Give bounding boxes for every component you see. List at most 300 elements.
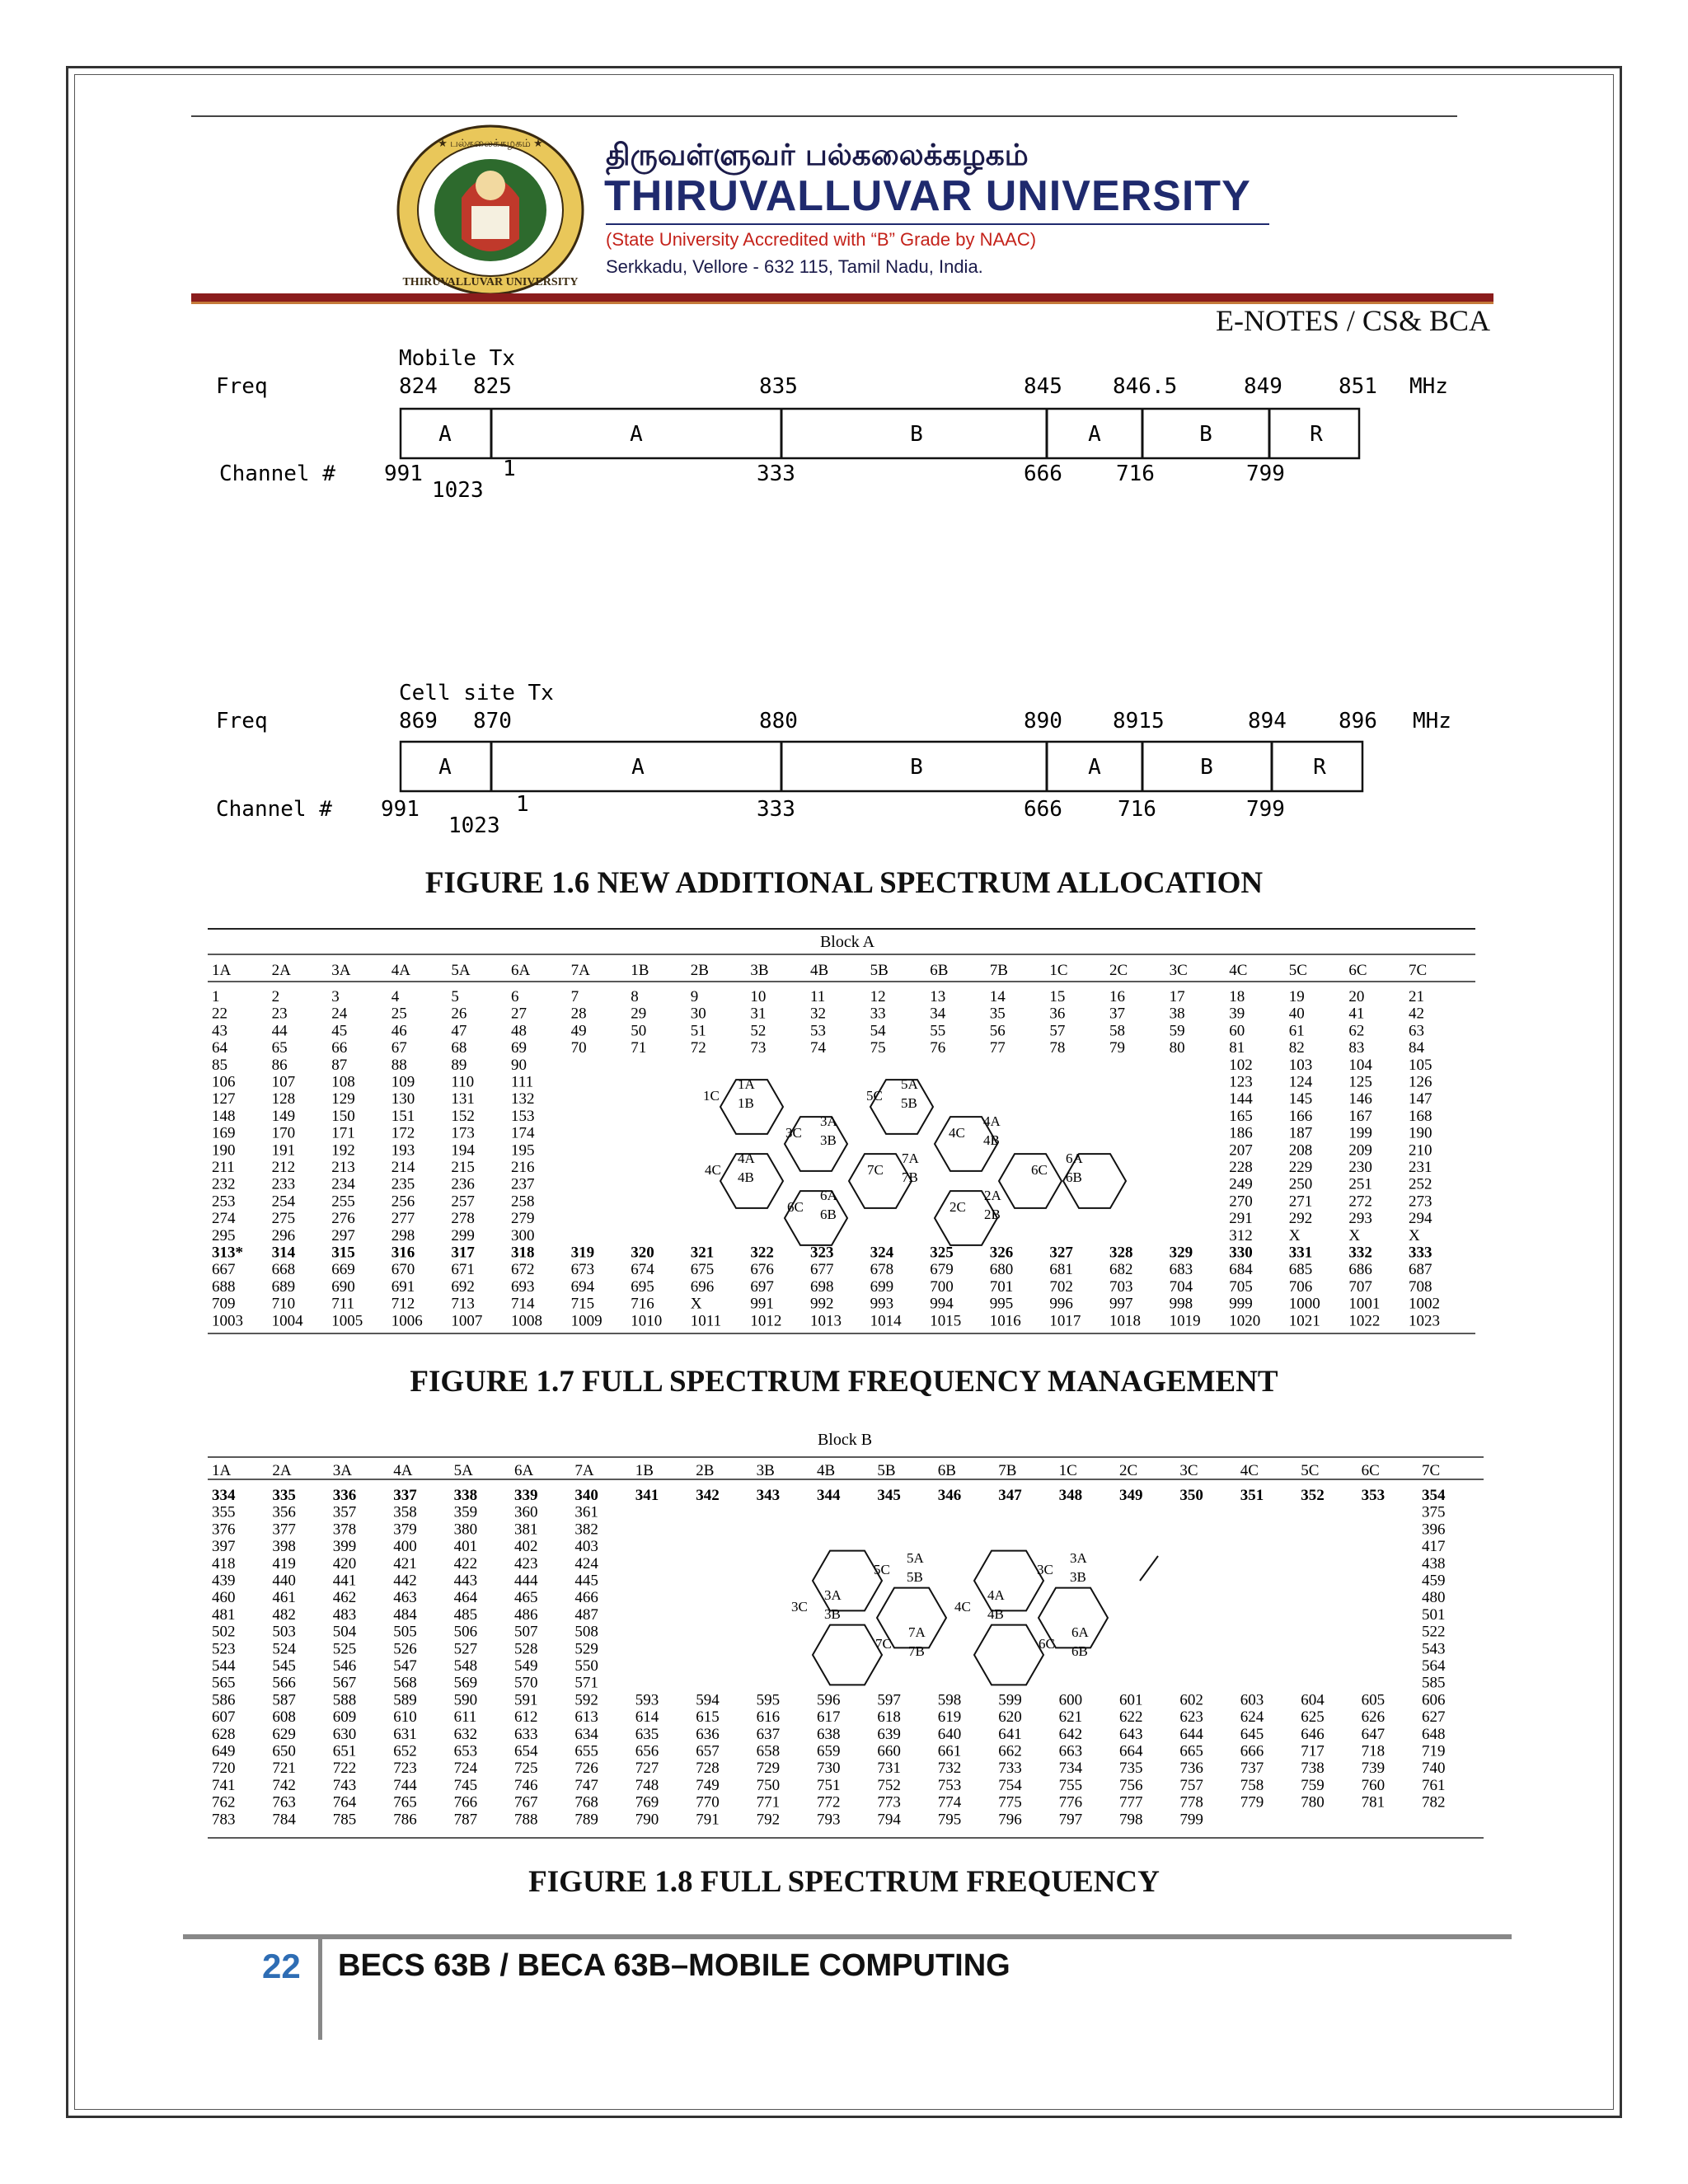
table-cell: 546 xyxy=(332,1657,357,1675)
table-cell: 438 xyxy=(1422,1554,1446,1572)
table-cell: 40 xyxy=(1288,1005,1305,1023)
table-cell: 1022 xyxy=(1348,1312,1381,1330)
table-cell: 655 xyxy=(574,1742,598,1760)
spectrum-allocation-diagram xyxy=(0,338,1688,849)
table-cell: 293 xyxy=(1348,1210,1372,1228)
table-cell: 87 xyxy=(331,1056,348,1074)
table-cell: 523 xyxy=(212,1640,236,1658)
footer-vertical-bar xyxy=(318,1937,322,2040)
column-header: 2A xyxy=(271,962,291,979)
table-cell: 1011 xyxy=(690,1312,722,1330)
table-cell: 790 xyxy=(635,1811,659,1829)
column-header: 1C xyxy=(1049,962,1068,979)
column-header: 4C xyxy=(1240,1462,1259,1479)
hex-label: 4C xyxy=(705,1162,721,1178)
table-cell: 4 xyxy=(391,988,400,1005)
column-header: 7A xyxy=(570,962,590,979)
table-cell: 1007 xyxy=(451,1312,483,1330)
hex-label: 4B xyxy=(987,1606,1004,1622)
table-cell: 671 xyxy=(451,1261,475,1279)
table-cell: 190 xyxy=(1409,1124,1432,1142)
bold-cell: 328 xyxy=(1109,1244,1133,1262)
table-cell: 298 xyxy=(391,1226,415,1244)
bold-cell: 337 xyxy=(393,1487,417,1504)
table-cell: 169 xyxy=(212,1124,236,1142)
table-cell: 15 xyxy=(1049,988,1066,1005)
table-cell: 1005 xyxy=(331,1312,363,1330)
column-header: 5C xyxy=(1288,962,1307,979)
table-cell: 766 xyxy=(453,1793,478,1811)
table-cell: 38 xyxy=(1169,1005,1185,1023)
column-header: 7B xyxy=(998,1462,1017,1479)
hex-label: 4C xyxy=(949,1125,965,1141)
table-cell: 644 xyxy=(1179,1725,1203,1743)
column-header: 3B xyxy=(756,1462,775,1479)
bold-cell: 342 xyxy=(696,1487,720,1504)
table-cell: 632 xyxy=(453,1725,478,1743)
table-cell: 686 xyxy=(1348,1261,1372,1279)
figure-1-8-caption: FIGURE 1.8 FULL SPECTRUM FREQUENCY xyxy=(528,1865,1160,1899)
table-cell: 396 xyxy=(1422,1521,1446,1539)
table-cell: 609 xyxy=(332,1708,357,1727)
table-cell: 998 xyxy=(1169,1295,1193,1313)
table-cell: 754 xyxy=(998,1776,1022,1794)
bold-cell: 343 xyxy=(756,1487,781,1504)
table-cell: 591 xyxy=(514,1691,538,1709)
table-cell: 275 xyxy=(271,1210,296,1228)
mobile-ch-1: 1 xyxy=(503,457,516,481)
cell-tx-title: Cell site Tx xyxy=(399,681,554,705)
cell-band-box xyxy=(401,742,1362,791)
table-cell: 13 xyxy=(930,988,946,1005)
table-cell: 991 xyxy=(750,1295,774,1313)
bold-cell: 350 xyxy=(1179,1487,1203,1504)
table-cell: 682 xyxy=(1109,1261,1133,1279)
table-cell: 72 xyxy=(690,1039,706,1057)
table-cell: 43 xyxy=(212,1022,227,1040)
table-cell: 50 xyxy=(631,1022,647,1040)
table-cell: 741 xyxy=(212,1776,236,1794)
column-header: 6C xyxy=(1361,1462,1380,1479)
table-cell: 210 xyxy=(1409,1141,1432,1160)
table-cell: 630 xyxy=(332,1725,357,1743)
table-cell: 440 xyxy=(272,1572,296,1590)
cell-ch-799: 799 xyxy=(1246,797,1285,822)
table-cell: 640 xyxy=(937,1725,962,1743)
table-cell: 237 xyxy=(511,1175,535,1193)
table-cell: 167 xyxy=(1348,1107,1372,1125)
table-cell: 764 xyxy=(332,1793,357,1811)
table-cell: 638 xyxy=(817,1725,841,1743)
hex-edge xyxy=(1140,1556,1158,1581)
header-top-rule xyxy=(191,115,1457,117)
table-cell: 272 xyxy=(1348,1193,1372,1211)
table-cell: 300 xyxy=(511,1226,535,1244)
table-cell: 173 xyxy=(451,1124,475,1142)
column-header: 5C xyxy=(1301,1462,1320,1479)
table-cell: 23 xyxy=(271,1005,288,1023)
table-cell: 81 xyxy=(1229,1039,1245,1057)
table-cell: 626 xyxy=(1361,1708,1386,1727)
table-cell: 3 xyxy=(331,988,340,1005)
table-cell: 703 xyxy=(1109,1277,1133,1296)
mobile-block-a2: A xyxy=(630,422,643,447)
table-cell: 126 xyxy=(1409,1073,1432,1091)
mobile-freq-label: Freq xyxy=(216,374,268,399)
table-cell: 17 xyxy=(1169,988,1185,1005)
table-cell: 107 xyxy=(271,1073,296,1091)
table-cell: 68 xyxy=(451,1039,467,1057)
column-header: 2C xyxy=(1109,962,1128,979)
table-cell: 733 xyxy=(998,1760,1022,1778)
table-cell: 191 xyxy=(271,1141,296,1160)
table-cell: 132 xyxy=(511,1090,535,1108)
table-cell: 720 xyxy=(212,1760,236,1778)
table-cell: 69 xyxy=(511,1039,527,1057)
hex-label: 6B xyxy=(1066,1169,1082,1185)
table-cell: 32 xyxy=(810,1005,826,1023)
table-cell: 597 xyxy=(877,1691,901,1709)
table-cell: 55 xyxy=(930,1022,946,1040)
table-cell: 195 xyxy=(511,1141,535,1160)
table-cell: 144 xyxy=(1229,1090,1253,1108)
table-cell: 401 xyxy=(453,1538,478,1556)
table-cell: 76 xyxy=(930,1039,946,1057)
table-cell: 765 xyxy=(393,1793,417,1811)
table-cell: 675 xyxy=(690,1261,715,1279)
university-name-tamil: திருவள்ளுவர் பல்கலைக்கழகம் xyxy=(606,138,1029,172)
bold-cell: 341 xyxy=(635,1487,659,1504)
table-cell: 16 xyxy=(1109,988,1125,1005)
table-cell: 52 xyxy=(750,1022,767,1040)
table-cell: 295 xyxy=(212,1226,236,1244)
table-cell: 230 xyxy=(1348,1159,1372,1176)
table-cell: 376 xyxy=(212,1521,236,1539)
table-cell: 400 xyxy=(393,1538,417,1556)
table-cell: 171 xyxy=(331,1124,355,1142)
table-cell: 1012 xyxy=(750,1312,782,1330)
column-header: 6A xyxy=(511,962,531,979)
column-header: 4B xyxy=(810,962,829,979)
table-cell: 529 xyxy=(574,1640,598,1658)
bold-cell: 320 xyxy=(631,1244,654,1262)
table-cell: 711 xyxy=(331,1295,354,1313)
table-cell: 25 xyxy=(391,1005,407,1023)
column-header: 4A xyxy=(391,962,411,979)
table-cell: 593 xyxy=(635,1691,659,1709)
table-cell: 1020 xyxy=(1229,1312,1261,1330)
table-cell: 713 xyxy=(451,1295,475,1313)
table-cell: 607 xyxy=(212,1708,236,1727)
table-cell: 444 xyxy=(514,1572,538,1590)
bold-cell: 352 xyxy=(1301,1487,1325,1504)
university-name: THIRUVALLUVAR UNIVERSITY xyxy=(604,172,1251,220)
table-cell: 769 xyxy=(635,1793,659,1811)
table-cell: 166 xyxy=(1288,1107,1313,1125)
table-cell: 639 xyxy=(877,1725,901,1743)
table-cell: 403 xyxy=(574,1538,598,1556)
table-cell: 7 xyxy=(570,988,579,1005)
table-cell: 568 xyxy=(393,1674,417,1692)
table-cell: 485 xyxy=(453,1605,478,1624)
table-cell: 706 xyxy=(1288,1277,1313,1296)
table-cell: 208 xyxy=(1288,1141,1313,1160)
table-cell: 569 xyxy=(453,1674,478,1692)
table-cell: 615 xyxy=(696,1708,720,1727)
table-cell: 708 xyxy=(1409,1277,1432,1296)
table-cell: 799 xyxy=(1179,1811,1203,1829)
block-b-title: Block B xyxy=(817,1431,873,1449)
table-cell: 719 xyxy=(1422,1742,1446,1760)
bold-cell: 319 xyxy=(570,1244,595,1262)
bold-cell: 329 xyxy=(1169,1244,1193,1262)
table-cell: 751 xyxy=(817,1776,841,1794)
table-cell: 186 xyxy=(1229,1124,1253,1142)
table-cell: X xyxy=(1409,1226,1420,1244)
table-cell: 1009 xyxy=(570,1312,603,1330)
table-cell: 524 xyxy=(272,1640,296,1658)
table-cell: 78 xyxy=(1049,1039,1066,1057)
table-cell: 12 xyxy=(870,988,886,1005)
hex-label: 5B xyxy=(907,1569,923,1585)
table-cell: 618 xyxy=(877,1708,901,1727)
table-cell: 628 xyxy=(212,1725,236,1743)
table-cell: 24 xyxy=(331,1005,348,1023)
table-cell: 598 xyxy=(937,1691,962,1709)
table-cell: 660 xyxy=(877,1742,901,1760)
table-cell: 696 xyxy=(690,1277,715,1296)
bold-cell: 327 xyxy=(1049,1244,1073,1262)
bold-cell: 340 xyxy=(574,1487,598,1504)
table-cell: 714 xyxy=(511,1295,535,1313)
table-cell: 128 xyxy=(271,1090,296,1108)
svg-text:THIRUVALLUVAR UNIVERSITY: THIRUVALLUVAR UNIVERSITY xyxy=(402,276,579,288)
table-cell: 695 xyxy=(631,1277,654,1296)
table-cell: 545 xyxy=(272,1657,296,1675)
table-cell: 749 xyxy=(696,1776,720,1794)
mobile-tx-title: Mobile Tx xyxy=(399,346,515,371)
table-cell: 528 xyxy=(514,1640,538,1658)
table-cell: 715 xyxy=(570,1295,595,1313)
table-cell: 663 xyxy=(1058,1742,1083,1760)
hex-label: 6C xyxy=(1031,1162,1048,1178)
hex-label: 5A xyxy=(907,1550,924,1566)
bold-cell: 314 xyxy=(271,1244,296,1262)
table-cell: 255 xyxy=(331,1193,355,1211)
table-cell: 772 xyxy=(817,1793,841,1811)
table-cell: 8 xyxy=(631,988,639,1005)
table-cell: 689 xyxy=(271,1277,296,1296)
table-cell: 1023 xyxy=(1409,1312,1440,1330)
table-cell: 624 xyxy=(1240,1708,1264,1727)
column-header: 1A xyxy=(212,962,232,979)
table-cell: 277 xyxy=(391,1210,415,1228)
table-cell: 149 xyxy=(271,1107,296,1125)
table-cell: 792 xyxy=(756,1811,781,1829)
cell-block-r: R xyxy=(1313,755,1326,780)
table-cell: 10 xyxy=(750,988,767,1005)
column-header: 4B xyxy=(817,1462,836,1479)
table-cell: 742 xyxy=(272,1776,296,1794)
table-cell: 423 xyxy=(514,1554,538,1572)
column-header: 2C xyxy=(1119,1462,1138,1479)
table-cell: 124 xyxy=(1288,1073,1313,1091)
table-cell: 1014 xyxy=(870,1312,902,1330)
table-cell: 420 xyxy=(332,1554,357,1572)
table-cell: 771 xyxy=(756,1793,781,1811)
hex-label: 2C xyxy=(950,1199,966,1215)
table-cell: 617 xyxy=(817,1708,841,1727)
table-cell: 661 xyxy=(937,1742,962,1760)
cell-ch-666: 666 xyxy=(1024,797,1062,822)
table-cell: 34 xyxy=(930,1005,946,1023)
table-cell: 253 xyxy=(212,1193,236,1211)
table-cell: 608 xyxy=(272,1708,296,1727)
table-cell: 646 xyxy=(1301,1725,1325,1743)
block-b-channel-table xyxy=(0,1426,1688,1846)
figure-1-6-caption: FIGURE 1.6 NEW ADDITIONAL SPECTRUM ALLOCATION xyxy=(424,866,1264,900)
table-cell: 89 xyxy=(451,1056,467,1074)
table-cell: 11 xyxy=(810,988,826,1005)
table-cell: 643 xyxy=(1119,1725,1143,1743)
table-cell: X xyxy=(690,1295,702,1313)
table-cell: 6 xyxy=(511,988,519,1005)
table-cell: 633 xyxy=(514,1725,538,1743)
table-cell: 610 xyxy=(393,1708,417,1727)
table-cell: 254 xyxy=(271,1193,296,1211)
table-cell: 565 xyxy=(212,1674,236,1692)
mobile-block-b1: B xyxy=(910,422,923,447)
cell-block-b2: B xyxy=(1200,755,1213,780)
table-cell: 216 xyxy=(511,1159,535,1176)
table-cell: 9 xyxy=(690,988,699,1005)
table-cell: 49 xyxy=(570,1022,587,1040)
table-cell: 797 xyxy=(1058,1811,1083,1829)
table-cell: 214 xyxy=(391,1159,415,1176)
table-cell: 658 xyxy=(756,1742,781,1760)
table-cell: 716 xyxy=(631,1295,654,1313)
cell-freq-label: Freq xyxy=(216,709,268,733)
table-cell: 463 xyxy=(393,1589,417,1607)
table-cell: 355 xyxy=(212,1503,236,1521)
table-cell: 734 xyxy=(1058,1760,1083,1778)
table-cell: 794 xyxy=(877,1811,901,1829)
hex-label: 3C xyxy=(791,1599,808,1615)
column-header: 5A xyxy=(451,962,471,979)
cell-freq-896: 896 xyxy=(1339,709,1377,733)
table-cell: 679 xyxy=(930,1261,954,1279)
bold-cell: 323 xyxy=(810,1244,834,1262)
table-cell: 397 xyxy=(212,1538,236,1556)
table-cell: 507 xyxy=(514,1623,538,1641)
table-cell: 784 xyxy=(272,1811,296,1829)
hex-label: 3B xyxy=(820,1132,837,1148)
table-cell: 637 xyxy=(756,1725,781,1743)
table-cell: 59 xyxy=(1169,1022,1185,1040)
table-cell: 131 xyxy=(451,1090,475,1108)
page-number: 22 xyxy=(262,1947,301,1985)
table-cell: 460 xyxy=(212,1589,236,1607)
column-header: 5B xyxy=(870,962,889,979)
table-cell: 278 xyxy=(451,1210,475,1228)
table-cell: 704 xyxy=(1169,1277,1193,1296)
table-cell: 84 xyxy=(1409,1039,1424,1057)
table-cell: 231 xyxy=(1409,1159,1432,1176)
table-cell: 697 xyxy=(750,1277,774,1296)
table-cell: 725 xyxy=(514,1760,538,1778)
table-cell: 793 xyxy=(817,1811,841,1829)
table-cell: 358 xyxy=(393,1503,417,1521)
table-cell: 51 xyxy=(690,1022,706,1040)
table-cell: 20 xyxy=(1348,988,1365,1005)
table-cell: 108 xyxy=(331,1073,355,1091)
table-cell: 250 xyxy=(1288,1175,1313,1193)
footer-rule xyxy=(183,1934,1512,1939)
hex-label: 7C xyxy=(875,1636,892,1652)
table-cell: 441 xyxy=(332,1572,357,1590)
table-cell: 291 xyxy=(1229,1210,1253,1228)
table-cell: 796 xyxy=(998,1811,1022,1829)
column-header: 3B xyxy=(750,962,769,979)
table-cell: 209 xyxy=(1348,1141,1372,1160)
table-cell: 645 xyxy=(1240,1725,1264,1743)
table-cell: 70 xyxy=(570,1039,587,1057)
table-cell: 600 xyxy=(1058,1691,1083,1709)
table-cell: 65 xyxy=(271,1039,288,1057)
table-cell: 652 xyxy=(393,1742,417,1760)
table-cell: 588 xyxy=(332,1691,357,1709)
table-cell: 297 xyxy=(331,1226,355,1244)
table-cell: 296 xyxy=(271,1226,296,1244)
hex-label: 1B xyxy=(738,1095,754,1111)
bold-cell: 318 xyxy=(511,1244,535,1262)
table-cell: 21 xyxy=(1409,988,1424,1005)
table-cell: 103 xyxy=(1288,1056,1313,1074)
table-cell: 46 xyxy=(391,1022,407,1040)
cell-hexagon xyxy=(974,1551,1043,1611)
table-cell: 994 xyxy=(930,1295,954,1313)
table-cell: 199 xyxy=(1348,1124,1372,1142)
figure-1-7-caption: FIGURE 1.7 FULL SPECTRUM FREQUENCY MANAGEMENT xyxy=(410,1365,1278,1399)
hex-label: 2A xyxy=(984,1188,1001,1203)
table-cell: 110 xyxy=(451,1073,475,1091)
table-cell: 483 xyxy=(332,1605,357,1624)
cell-channel-label: Channel # xyxy=(216,797,332,822)
table-cell: 728 xyxy=(696,1760,720,1778)
hex-label: 7B xyxy=(902,1169,918,1185)
table-cell: 992 xyxy=(810,1295,834,1313)
cell-unit: MHz xyxy=(1413,709,1451,733)
column-header: 3A xyxy=(331,962,351,979)
table-cell: 782 xyxy=(1422,1793,1446,1811)
table-cell: 761 xyxy=(1422,1776,1446,1794)
hex-label: 6C xyxy=(787,1199,804,1215)
table-cell: 443 xyxy=(453,1572,478,1590)
table-cell: 585 xyxy=(1422,1674,1446,1692)
table-cell: 636 xyxy=(696,1725,720,1743)
table-cell: 522 xyxy=(1422,1623,1446,1641)
cell-block-a2: A xyxy=(631,755,645,780)
cell-freq-880: 880 xyxy=(759,709,798,733)
table-cell: 586 xyxy=(212,1691,236,1709)
table-cell: 547 xyxy=(393,1657,417,1675)
table-cell: 106 xyxy=(212,1073,236,1091)
table-cell: 36 xyxy=(1049,1005,1066,1023)
table-cell: 773 xyxy=(877,1793,901,1811)
hex-label: 3B xyxy=(1070,1569,1086,1585)
hex-label: 6C xyxy=(1039,1636,1055,1652)
table-cell: 685 xyxy=(1288,1261,1313,1279)
